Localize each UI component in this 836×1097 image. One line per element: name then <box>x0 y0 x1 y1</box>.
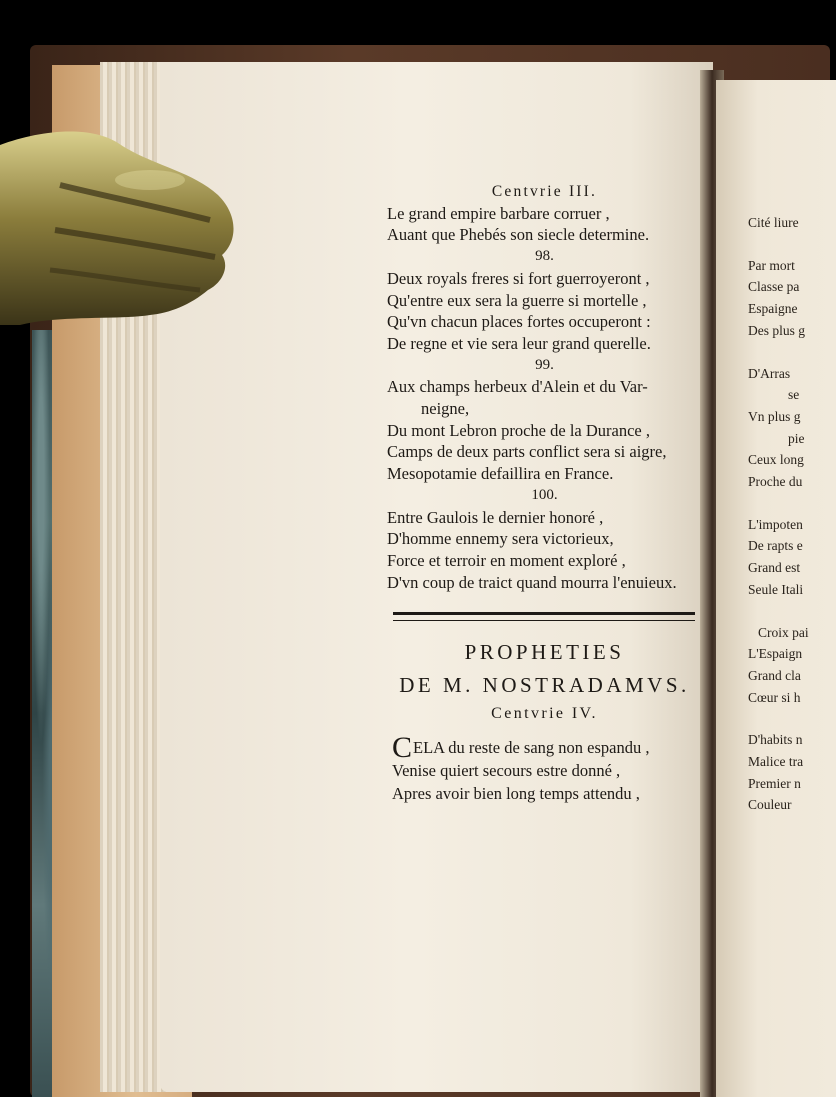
fragment-line: L'impoten <box>748 516 803 532</box>
fragment-line: Croix pai <box>758 624 809 640</box>
right-page-text <box>748 212 808 816</box>
fragment-line: L'Espaign <box>748 646 803 662</box>
brass-hand-bookmark-icon <box>0 125 240 325</box>
fragment-line: Grand est <box>748 560 801 576</box>
verse-line-first <box>392 731 707 764</box>
fragment-line: Couleur <box>748 797 792 813</box>
verse-line: De regne et vie sera leur grand querelle. <box>387 333 651 353</box>
fragment-line: D'Arras <box>748 365 791 381</box>
quatrain-number: 98. <box>535 248 554 265</box>
section-title <box>387 636 702 702</box>
fragment-line: Grand cla <box>748 667 801 683</box>
section-title-line: DE M. NOSTRADAMVS. <box>399 673 690 697</box>
fragment-line: Premier n <box>748 775 801 791</box>
centurie-title: Centvrie IV. <box>491 705 598 722</box>
verse-line: Qu'entre eux sera la guerre si mortelle , <box>387 290 647 310</box>
fragment-line: Seule Itali <box>748 581 804 597</box>
section-rule <box>393 612 695 621</box>
drop-cap: C <box>392 731 414 764</box>
fragment-line: Des plus g <box>748 322 805 338</box>
quatrain-number: 99. <box>535 356 554 373</box>
verse-line: Qu'vn chacun places fortes occuperont : <box>387 312 651 332</box>
fragment-line: pie <box>788 430 805 446</box>
verse-line: neigne, <box>421 399 470 419</box>
fragment-line: Malice tra <box>748 754 804 770</box>
verse-line: Auant que Phebés son siecle determine. <box>387 225 650 245</box>
fragment-line: De rapts e <box>748 538 803 554</box>
fragment-line: Classe pa <box>748 279 800 295</box>
verse-line: Entre Gaulois le dernier honoré , <box>387 507 604 527</box>
fragment-line: Proche du <box>748 474 803 490</box>
fragment-line: Ceux long <box>748 452 804 468</box>
verse-line: Aux champs herbeux d'Alein et du Var- <box>387 377 648 397</box>
section-title-line: PROPHETIES <box>464 640 625 664</box>
fragment-line: D'habits n <box>748 732 803 748</box>
fragment-line: Cœur si h <box>748 689 801 705</box>
quatrain-number: 100. <box>531 486 558 503</box>
quatrain-1 <box>392 731 707 805</box>
fragment-line: Cité liure <box>748 215 799 230</box>
verse-line: Deux royals freres si fort guerroyeront , <box>387 268 650 288</box>
verse-line: Mesopotamie defaillira en France. <box>387 464 614 484</box>
verse-line: Apres avoir bien long temps attendu , <box>392 784 640 803</box>
running-head: Centvrie III. <box>491 183 598 200</box>
left-page-text <box>387 181 702 593</box>
fragment-line: Espaigne <box>748 301 798 317</box>
fragment-line: Par mort <box>748 257 795 273</box>
verse-line: D'homme ennemy sera victorieux, <box>387 529 614 549</box>
fragment-line: Vn plus g <box>748 408 801 424</box>
verse-text: ELA du reste de sang non espandu , <box>413 738 650 757</box>
verse-line: Venise quiert secours estre donné , <box>392 761 621 780</box>
fragment-line: se <box>788 387 800 403</box>
verse-line: Du mont Lebron proche de la Durance , <box>387 420 650 440</box>
verse-line: Le grand empire barbare corruer , <box>387 203 610 223</box>
verse-line: Force et terroir en moment exploré , <box>387 550 626 570</box>
verse-line: Camps de deux parts conflict sera si aigre, <box>387 442 667 462</box>
verse-line: D'vn coup de traict quand mourra l'enuieux. <box>387 572 677 592</box>
